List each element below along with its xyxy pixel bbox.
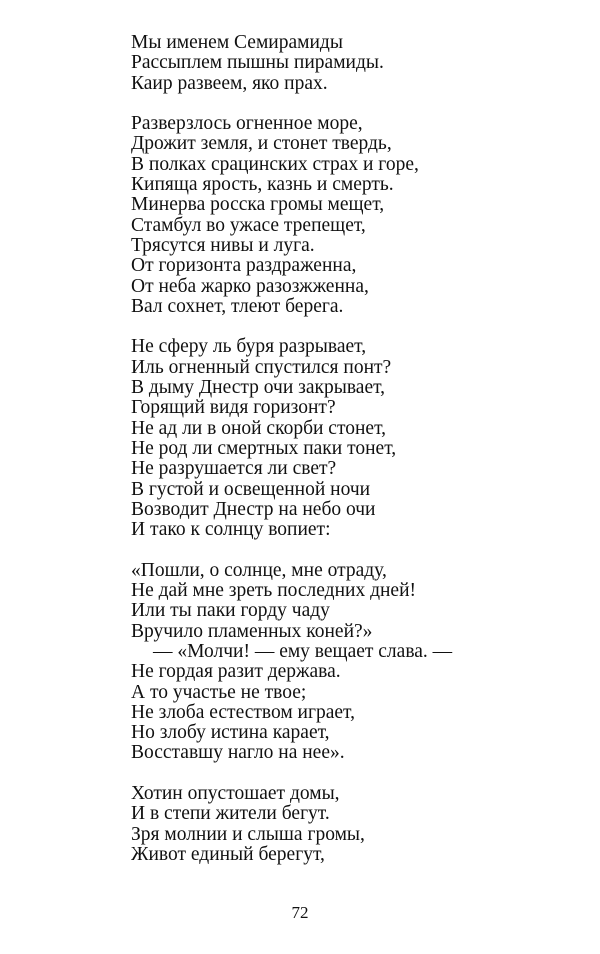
poem-line: Хотин опустошает домы, xyxy=(131,782,340,804)
poem-line-dialogue: — «Молчи! — ему вещает слава. — xyxy=(153,640,453,662)
stanza-4 xyxy=(131,561,551,764)
stanza-3 xyxy=(131,337,551,540)
poem-line: В полках срацинских страх и горе, xyxy=(131,153,419,175)
poem-line: Не злоба естеством играет, xyxy=(131,701,355,723)
stanza-gap xyxy=(131,764,551,784)
page-number: 72 xyxy=(291,903,309,922)
poem-line: Вручило пламенных коней?» xyxy=(131,620,373,642)
poem-line: Рассыплем пышны пирамиды. xyxy=(131,52,384,74)
poem-line: Трясутся нивы и луга. xyxy=(131,234,315,256)
stanza-gap xyxy=(131,540,551,560)
poem-line: Мы именем Семирамиды xyxy=(131,32,343,53)
poem-line: Или ты паки горду чаду xyxy=(131,600,330,622)
stanza-gap xyxy=(131,94,551,114)
poem-line: И в степи жители бегут. xyxy=(131,803,330,825)
poem-line: Живот единый берегут, xyxy=(131,843,325,865)
poem-line: Восставшу нагло на нее». xyxy=(131,742,345,764)
poem-line: Возводит Днестр на небо очи xyxy=(131,498,376,520)
poem-line: Не гордая разит держава. xyxy=(131,661,341,683)
stanza-2 xyxy=(131,114,551,317)
poem-line: И тако к солнцу вопиет: xyxy=(131,519,331,541)
stanza-1 xyxy=(131,33,551,94)
poem-text xyxy=(131,33,551,865)
poem-line: От горизонта раздраженна, xyxy=(131,255,357,277)
poem-line: Не ад ли в оной скорби стонет, xyxy=(131,417,386,439)
poem-line: Дрожит земля, и стонет твердь, xyxy=(131,133,392,155)
poem-line: Стамбул во ужасе трепещет, xyxy=(131,214,366,236)
poem-line: Минерва росска громы мещет, xyxy=(131,194,385,216)
poem-line: Не род ли смертных паки тонет, xyxy=(131,437,397,459)
poem-line: Не дай мне зреть последних дней! xyxy=(131,580,417,602)
poem-line: Каир развеем, яко прах. xyxy=(131,72,328,94)
poem-line: «Пошли, о солнце, мне отраду, xyxy=(131,559,387,581)
poem-line: Кипяща ярость, казнь и смерть. xyxy=(131,174,394,196)
poem-line: В густой и освещенной ночи xyxy=(131,478,371,500)
poem-line: Не разрушается ли свет? xyxy=(131,458,337,480)
poem-line: Горящий видя горизонт? xyxy=(131,397,336,419)
poem-line: От неба жарко разозжженна, xyxy=(131,275,369,297)
poem-line: Зря молнии и слыша громы, xyxy=(131,823,365,845)
poem-line: Вал сохнет, тлеют берега. xyxy=(131,295,344,317)
stanza-gap xyxy=(131,317,551,337)
poem-line: Иль огненный спустился понт? xyxy=(131,356,392,378)
poem-line: А то участье не твое; xyxy=(131,681,307,703)
poem-line: Разверзлось огненное море, xyxy=(131,113,363,135)
poem-line: Но злобу истина карает, xyxy=(131,722,330,744)
poem-line: Не сферу ль буря разрывает, xyxy=(131,336,367,358)
stanza-5 xyxy=(131,784,551,865)
poem-line: В дыму Днестр очи закрывает, xyxy=(131,377,386,399)
